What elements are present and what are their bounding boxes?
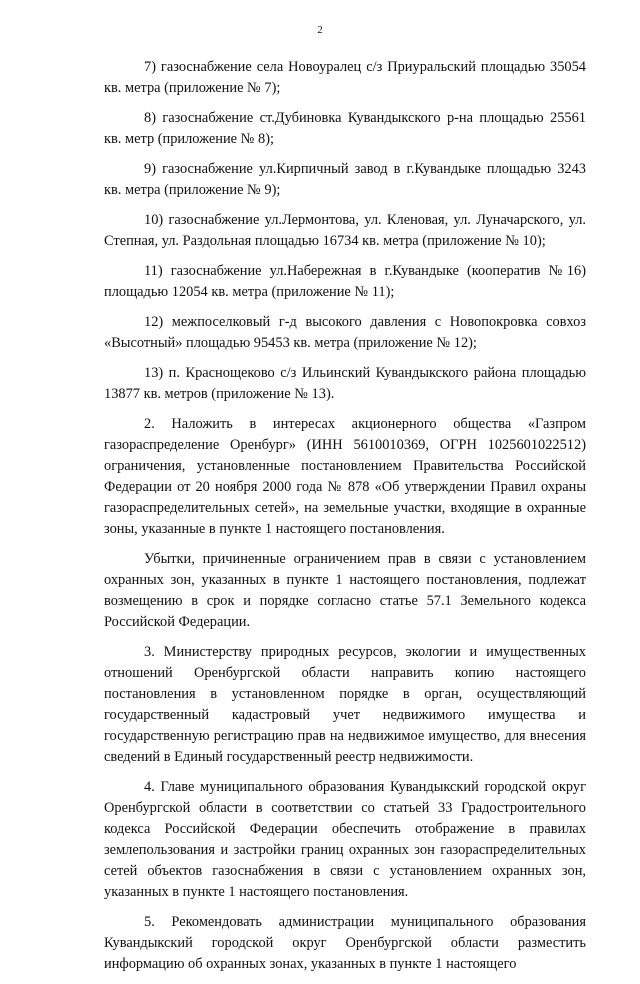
page-number: 2: [317, 24, 323, 36]
paragraph-item-13: 13) п. Краснощеково с/з Ильинский Кувандыкского района площадью 13877 кв. метров (приложение № 13).: [104, 365, 586, 402]
paragraph-clause-4: 4. Главе муниципального образования Кувандыкский городской округ Оренбургской области в соответствии со статьей 33 Градостроительного кодекса Российской Федерации обеспечить отображение в правилах землепользования и застройки границ охранных зон газораспределительных сетей объектов газоснабжения в связи с установлением охранных зон, указанных в пункте 1 настоящего постановления.: [104, 779, 586, 900]
document-body: [104, 57, 586, 984]
paragraph-item-7: 7) газоснабжение села Новоуралец с/з Приуральский площадью 35054 кв. метра (приложение № 7);: [104, 59, 586, 96]
paragraph-item-11: 11) газоснабжение ул.Набережная в г.Кувандыке (кооператив №16) площадью 12054 кв. метра (приложение № 11);: [104, 263, 586, 300]
paragraph-clause-3: 3. Министерству природных ресурсов, экологии и имущественных отношений Оренбургской области направить копию настоящего постановления в установленном порядке в орган, осуществляющий государственный кадастровый учет недвижимого имущества и государственную регистрацию прав на недвижимое имущество, для внесения сведений в Единый государственный реестр недвижимости.: [104, 644, 586, 765]
paragraph-clause-2: 2. Наложить в интересах акционерного общества «Газпром газораспределение Оренбург» (ИНН 5610010369, ОГРН 1025601022512) ограничения, установленные постановлением Правительства Российской Федерации от 20 ноября 2000 года № 878 «Об утверждении Правил охраны газораспределительных сетей», на земельные участки, входящие в охранные зоны, указанные в пункте 1 настоящего постановления.: [104, 416, 586, 537]
paragraph-clause-5: 5. Рекомендовать администрации муниципального образования Кувандыкский городской округ Оренбургской области разместить информацию об охранных зонах, указанных в пункте 1 настоящего: [104, 914, 586, 972]
paragraph-item-10: 10) газоснабжение ул.Лермонтова, ул. Кленовая, ул. Луначарского, ул. Степная, ул. Раздольная площадью 16734 кв. метра (приложение № 10);: [104, 212, 586, 249]
paragraph-item-9: 9) газоснабжение ул.Кирпичный завод в г.Кувандыке площадью 3243 кв. метра (приложение № 9);: [104, 161, 586, 198]
paragraph-item-12: 12) межпоселковый г-д высокого давления с Новопокровка совхоз «Высотный» площадью 95453 кв. метра (приложение № 12);: [104, 314, 586, 351]
paragraph-item-8: 8) газоснабжение ст.Дубиновка Кувандыкского р-на площадью 25561 кв. метр (приложение № 8);: [104, 110, 586, 147]
paragraph-losses: Убытки, причиненные ограничением прав в связи с установлением охранных зон, указанных в пункте 1 настоящего постановления, подлежат возмещению в срок и порядке согласно статье 57.1 Земельного кодекса Российской Федерации.: [104, 551, 586, 630]
